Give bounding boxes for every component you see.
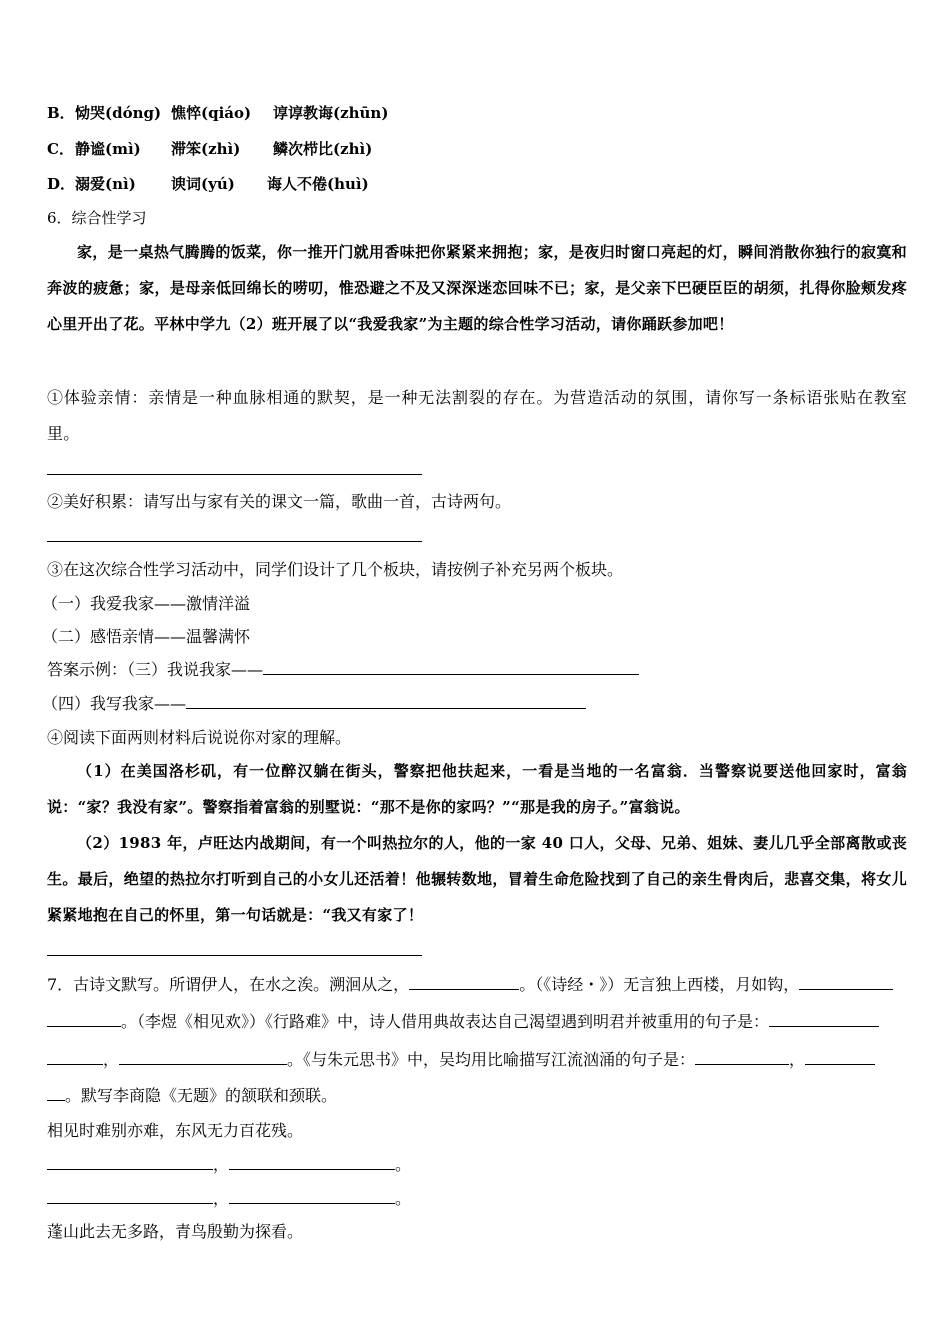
question-6-intro: 家，是一桌热气腾腾的饭菜，你一推开门就用香味把你紧紧来拥抱；家，是夜归时窗口亮起的灯，瞬间消散你独行的寂寞和奔波的疲惫；家，是母亲低回绵长的唠叨，惟恐避之不及又深深迷恋回味不已；家，是父亲下巴硬臣臣的胡须，扎得你脸颊发疼心里开出了花。平林中学九（2）班开展了以“我爱我家”为主题的综合性学习活动，请你踊跃参加吧！ [47, 243, 907, 333]
material-2: （2）1983 年，卢旺达内战期间，有一个叫热拉尔的人，他的一家 40 口人，父母、兄弟、姐妹、妻儿几乎全部离散或丧生。最后，绝望的热拉尔打听到自己的小女儿还活着！他辗转数地，冒着生命危险找到了自己的亲生骨肉后，悲喜交集，将女儿紧紧地抱在自己的怀里，第一句话就是：“我又有家了！ [47, 834, 907, 924]
option-c-word-2: 滞笨(zhì) [171, 140, 241, 158]
question-6-part-4: ④阅读下面两则材料后说说你对家的理解。 [47, 728, 352, 747]
option-b-word-2: 憔悴(qiáo) [171, 104, 252, 122]
question-7-line-3 [47, 1050, 907, 1070]
blank-q7-3b[interactable] [47, 1050, 103, 1065]
poem-blank-row-2 [47, 1189, 907, 1209]
material-1: （1）在美国洛杉矶，有一位醉汉躺在街头，警察把他扶起来，一看是当地的一名富翁．当警察说要送他回家时，富翁说：“家？我没有家”。警察指着富翁的别墅说：“那不是你的家吗？”“那是我的房子。”富翁说。 [47, 762, 907, 816]
blank-q7-2a[interactable] [799, 975, 893, 990]
poem-line-2: 蓬山此去无多路，青鸟殷勤为探看。 [47, 1222, 304, 1241]
poem-line-1: 相见时难别亦难，东风无力百花残。 [47, 1121, 304, 1140]
block-4 [42, 694, 902, 714]
blank-block-4[interactable] [186, 694, 586, 709]
question-6-part-2: ②美好积累：请写出与家有关的课文一篇，歌曲一首，古诗两句。 [47, 492, 512, 511]
block-3-example [47, 660, 907, 680]
question-6-part-1: ①体验亲情：亲情是一种血脉相通的默契，是一种无法割裂的存在。为营造活动的氛围，请你写一条标语张贴在教室里。 [47, 388, 907, 443]
option-b-label: B． [47, 104, 75, 122]
poem-period-2: 。 [395, 1189, 412, 1208]
q7-text-4: ， [103, 1050, 120, 1069]
q7-text-7: 。默写李商隐《无题》的颔联和颈联。 [65, 1086, 338, 1105]
blank-block-3[interactable] [263, 660, 639, 675]
question-6-title: 6．综合性学习 [47, 209, 147, 227]
blank-q7-1[interactable] [409, 975, 519, 990]
blank-poem-1a[interactable] [47, 1155, 213, 1170]
option-c-word-1: 静谧(mì) [75, 140, 141, 158]
answer-line-3 [47, 955, 422, 956]
q7-text-3: 。（李煜《相见欢》）《行路难》中，诗人借用典故表达自己渴望遇到明君并被重用的句子是： [121, 1012, 770, 1031]
q7-text-5: 。《与朱元思书》中，吴均用比喻描写江流汹涌的句子是： [287, 1050, 696, 1069]
option-c-label: C． [47, 140, 74, 158]
option-d-word-2: 谀词(yú) [171, 175, 235, 193]
option-d-word-3: 诲人不倦(huì) [267, 175, 369, 193]
answer-line-1 [47, 474, 422, 475]
question-7-line-2 [47, 1012, 907, 1032]
poem-comma-1: ， [213, 1155, 230, 1174]
blank-poem-2b[interactable] [229, 1189, 395, 1204]
question-7-line-1 [47, 975, 907, 995]
answer-line-2 [47, 541, 422, 542]
option-d-label: D． [47, 175, 76, 193]
q7-text-2: 。（《诗经・》）无言独上西楼，月如钩， [519, 975, 800, 994]
q7-text-6: ， [789, 1050, 806, 1069]
option-c-word-3: 鳞次栉比(zhì) [273, 140, 373, 158]
blank-q7-3a[interactable] [769, 1012, 879, 1027]
poem-blank-row-1 [47, 1155, 907, 1175]
blank-q7-6b[interactable] [47, 1086, 65, 1101]
option-b-word-1: 恸哭(dóng) [75, 104, 162, 122]
question-7-line-4 [47, 1086, 907, 1106]
block-4-label: （四）我写我家—— [42, 694, 187, 713]
blank-q7-5[interactable] [695, 1050, 789, 1065]
poem-comma-2: ， [213, 1189, 230, 1208]
option-d-word-1: 溺爱(nì) [75, 175, 136, 193]
blank-poem-2a[interactable] [47, 1189, 213, 1204]
blank-q7-6a[interactable] [805, 1050, 875, 1065]
block-2: （二）感悟亲情——温馨满怀 [42, 627, 251, 646]
option-b-word-3: 谆谆教诲(zhūn) [273, 104, 389, 122]
blank-q7-4[interactable] [119, 1050, 287, 1065]
blank-q7-2b[interactable] [47, 1012, 121, 1027]
q7-text-1: 7．古诗文默写。所谓伊人，在水之涘。溯洄从之， [47, 975, 410, 994]
poem-period-1: 。 [395, 1155, 412, 1174]
question-6-part-3: ③在这次综合性学习活动中，同学们设计了几个板块，请按例子补充另两个板块。 [47, 560, 624, 579]
block-1: （一）我爱我家——激情洋溢 [42, 594, 251, 613]
blank-poem-1b[interactable] [229, 1155, 395, 1170]
block-3-label: 答案示例：（三）我说我家—— [47, 660, 264, 679]
